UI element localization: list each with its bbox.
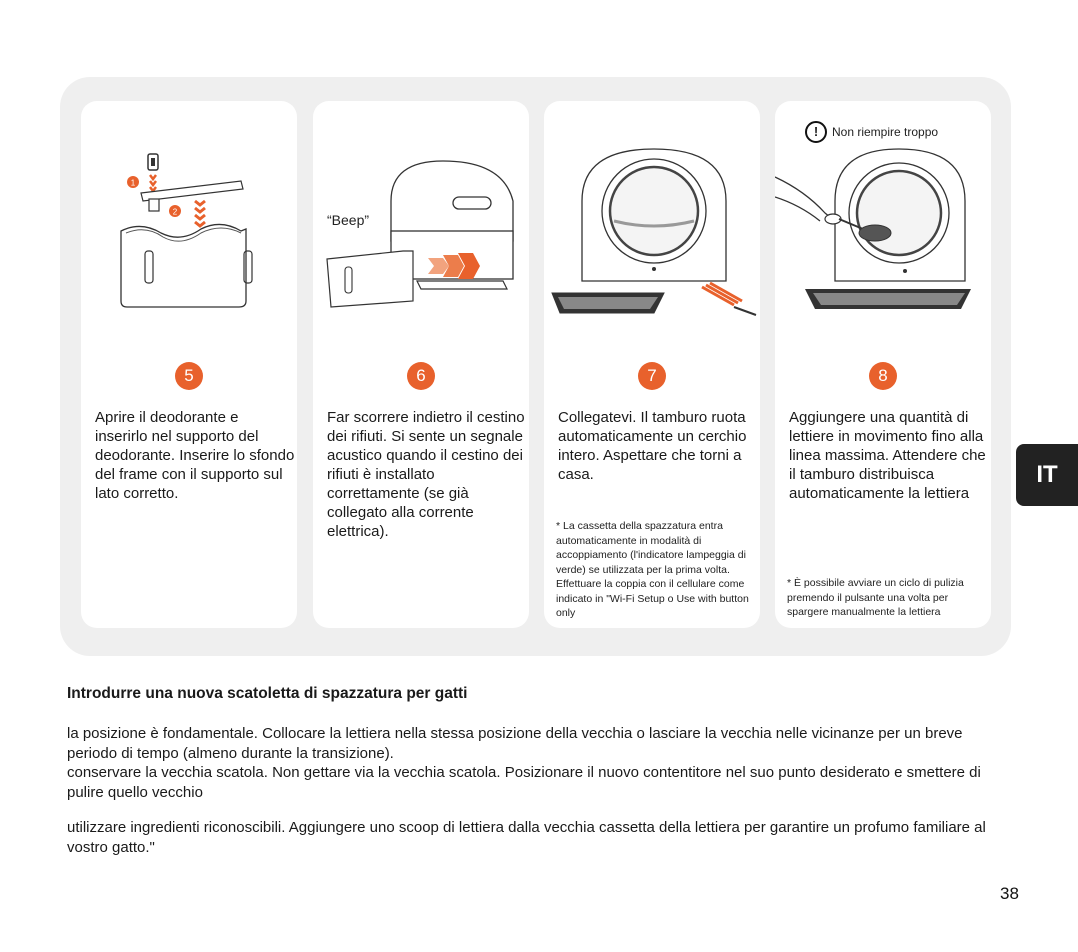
step-8-note: * È possibile avviare un ciclo di pulizia premendo il pulsante una volta per spargere manualmente la lettiera <box>787 577 964 618</box>
warning-label: Non riempire troppo <box>832 125 939 139</box>
section-title: Introdurre una nuova scatoletta di spazzatura per gatti <box>67 685 468 702</box>
add-litter-illustration <box>775 101 991 341</box>
step-number-7: 7 <box>638 362 666 390</box>
paragraph-old-box: conservare la vecchia scatola. Non gettare via la vecchia scatola. Posizionare il nuovo contentitore nel suo punto desiderato e smettere di pulire quello vecchio <box>67 764 981 801</box>
step-number-5: 5 <box>175 362 203 390</box>
step-8-description: Aggiungere una quantità di lettiere in movimento fino alla linea massima. Attendere che il tamburo distribuisca automaticamente la lettiera <box>789 409 986 502</box>
paragraph-location: la posizione è fondamentale. Collocare la lettiera nella stessa posizione della vecchia o lasciare la vecchia nelle vicinanze per un breve periodo di tempo (almeno durante la transizione). <box>67 725 963 762</box>
waste-drawer-illustration <box>313 101 529 341</box>
svg-text:2: 2 <box>172 207 178 217</box>
beep-callout: “Beep” <box>327 212 370 228</box>
step-7-note: * La cassetta della spazzatura entra automaticamente in modalità di accoppiamento (l'indicatore lampeggia di verde) se utilizzata per la prima volta. Effettuare la coppia con il cellulare come indicato in "Wi-Fi Setup o Use with button only <box>556 520 749 619</box>
step-card-6 <box>313 101 529 628</box>
page-number: 38 <box>1000 884 1019 903</box>
paragraph-ingredients: utilizzare ingredienti riconoscibili. Aggiungere uno scoop di lettiera dalla vecchia cassetta della lettiera per garantire un profumo familiare al vostro gatto." <box>67 819 986 856</box>
step-5-description: Aprire il deodorante e inserirlo nel supporto del deodorante. Inserire lo sfondo del frame con il supporto sul lato corretto. <box>95 409 295 502</box>
svg-text:1: 1 <box>130 178 136 188</box>
exclamation-circle-icon: ! <box>805 121 827 143</box>
step-number-6: 6 <box>407 362 435 390</box>
deodorizer-illustration <box>81 101 297 341</box>
step-number-8: 8 <box>869 362 897 390</box>
step-6-description: Far scorrere indietro il cestino dei rifiuti. Si sente un segnale acustico quando il cestino dei rifiuti è installato correttamente (se già collegato alla corrente elettrica). <box>327 409 525 540</box>
language-tab: IT <box>1016 444 1078 506</box>
step-7-description: Collegatevi. Il tamburo ruota automaticamente un cerchio intero. Aspettare che torni a casa. <box>558 409 747 483</box>
step-card-8 <box>775 101 991 628</box>
step-card-5 <box>81 101 297 628</box>
power-connect-illustration <box>544 101 760 341</box>
step-card-7 <box>544 101 760 628</box>
